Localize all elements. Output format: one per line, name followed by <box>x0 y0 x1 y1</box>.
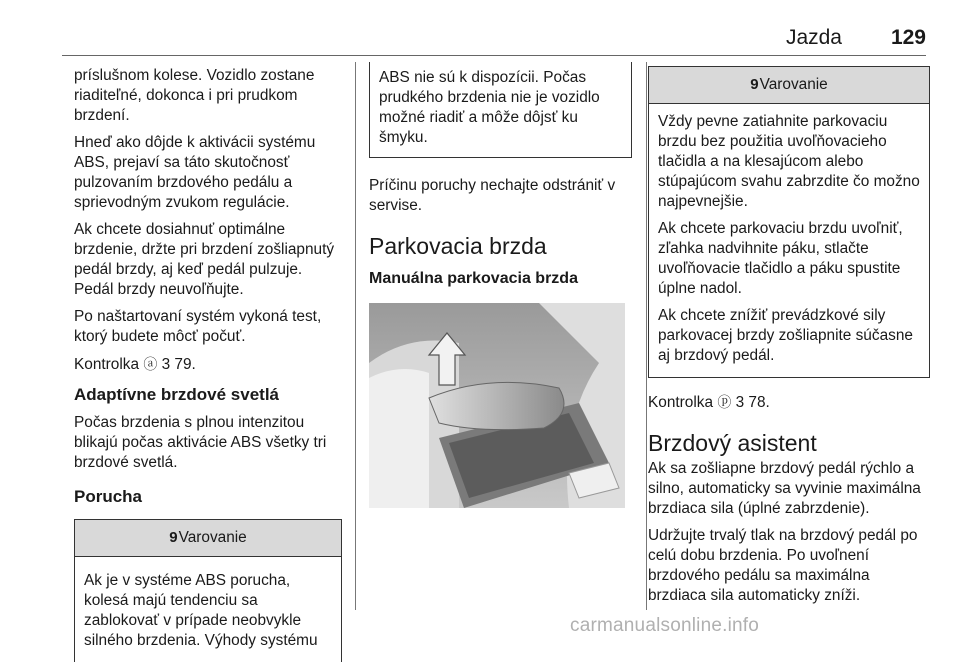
warning-body <box>649 104 929 377</box>
paragraph: Ak chcete dosiahnuť optimálne brzdenie, držte pri brzdení zošliapnutý pedál brzdy, aj keď pedál pulzuje. Pedál brzdy neuvoľňujte. <box>74 221 335 298</box>
heading-adaptive-brake-lights: Adaptívne brzdové svetlá <box>74 385 280 404</box>
heading-malfunction: Porucha <box>74 487 143 506</box>
column-divider <box>355 62 356 610</box>
paragraph: Hneď ako dôjde k aktivácii systému ABS, prejaví sa táto skutočnosť pulzovaním brzdového pedálu a sprievodným zvukom regulácie. <box>74 134 316 211</box>
paragraph: Po naštartovaní systém vykoná test, ktorý budete môcť počuť. <box>74 308 322 345</box>
warning-box <box>648 66 930 378</box>
warning-text: ABS nie sú k dispozícii. Počas prudkého brzdenia nie je vozidlo možné riadiť a môže dôjsť ku šmyku. <box>379 69 600 146</box>
warning-title: Varovanie <box>759 76 828 93</box>
warning-triangle-icon: 9 <box>169 529 178 546</box>
indicator-reference <box>648 392 930 413</box>
parking-brake-lever-image <box>369 303 625 508</box>
warning-body <box>370 62 631 157</box>
heading-parking-brake: Parkovacia brzda <box>369 233 547 259</box>
column-divider <box>646 62 647 610</box>
warning-triangle-icon: 9 <box>750 76 759 93</box>
parking-brake-lever-illustration <box>369 303 625 508</box>
heading-manual-parking-brake: Manuálna parkovacia brzda <box>369 270 578 287</box>
watermark: carmanualsonline.info <box>570 615 760 636</box>
warning-box-continued <box>369 62 632 158</box>
warning-text: Ak chcete znížiť prevádzkové sily parkovacej brzdy zošliapnite súčasne aj brzdový pedál. <box>658 307 913 364</box>
indicator-reference <box>74 354 342 375</box>
paragraph: Príčinu poruchy nechajte odstrániť v servise. <box>369 177 616 214</box>
paragraph: Ak sa zošliapne brzdový pedál rýchlo a silno, automaticky sa vyvinie maximálna brzdiaca sila (úplné zabrzdenie). <box>648 460 921 517</box>
column-1 <box>74 66 342 672</box>
column-3 <box>648 66 930 613</box>
warning-box <box>74 519 342 662</box>
warning-header <box>75 520 341 557</box>
warning-text: Vždy pevne zatiahnite parkovaciu brzdu bez použitia uvoľňovacieho tlačidla a na klesajúcom alebo stúpajúcom svahu zabrzdite čo možno najpevnejšie. <box>658 113 920 210</box>
warning-text: Ak je v systéme ABS porucha, kolesá majú tendenciu sa zablokovať v prípade neobvykle silného brzdenia. Výhody systému <box>84 572 318 649</box>
paragraph: Počas brzdenia s plnou intenzitou blikajú počas aktivácie ABS všetky tri brzdové svetlá. <box>74 414 327 471</box>
section-title: Jazda <box>785 26 842 49</box>
page-number: 129 <box>890 26 926 49</box>
page-reference: 3 79. <box>161 356 196 373</box>
brake-indicator-icon: ⓟ <box>717 394 732 410</box>
warning-title: Varovanie <box>178 529 247 546</box>
warning-text: Ak chcete parkovaciu brzdu uvoľniť, zľahka nadvihnite páku, stlačte uvoľňovacie tlačidlo a páku spustite úplne nadol. <box>658 220 903 297</box>
indicator-label: Kontrolka <box>648 394 714 411</box>
heading-brake-assist: Brzdový asistent <box>648 430 817 456</box>
column-2 <box>369 62 632 508</box>
abs-indicator-icon: ⓐ <box>143 356 158 372</box>
paragraph: príslušnom kolese. Vozidlo zostane riaditeľné, dokonca i pri prudkom brzdení. <box>74 67 315 124</box>
warning-header <box>649 67 929 104</box>
paragraph: Udržujte trvalý tlak na brzdový pedál po celú dobu brzdenia. Po uvoľnení brzdového pedálu sa maximálna brzdiaca sila automaticky zníži. <box>648 527 918 604</box>
page-reference: 3 78. <box>735 394 770 411</box>
indicator-label: Kontrolka <box>74 356 140 373</box>
warning-body <box>75 557 341 662</box>
header-rule <box>62 55 926 56</box>
